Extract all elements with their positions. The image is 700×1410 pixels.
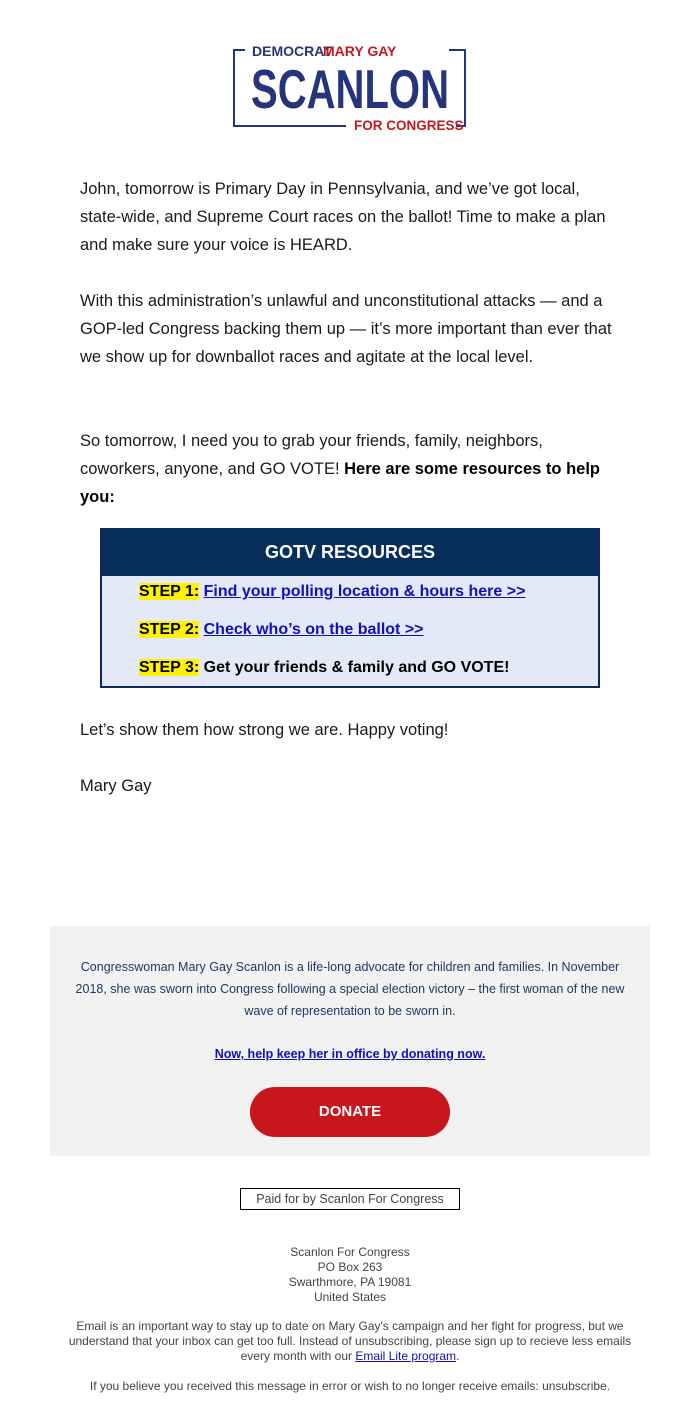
mailing-address (0, 1245, 700, 1305)
paragraph-primary-day: John, tomorrow is Primary Day in Pennsylvania, and we’ve got local, state-wide, and Supreme Court races on the ballot! Time to make a plan and make sure your voice is HEARD. (80, 180, 606, 254)
step-1 (139, 583, 525, 601)
address-line: United States (313, 1290, 387, 1304)
email-notice (60, 1319, 640, 1364)
gotv-resources-box (100, 528, 600, 688)
signature: Mary Gay (80, 777, 152, 795)
paragraph-go-vote (80, 427, 625, 511)
footer-cta (50, 1047, 650, 1061)
paragraph-administration: With this administration’s unlawful and unconstitutional attacks — and a GOP-led Congress backing them up — it’s more important than ever that we show up for downballot races and agitate at the local level. (80, 292, 612, 366)
donate-now-link[interactable]: Now, help keep her in office by donating now. (214, 1047, 486, 1061)
logo-office: FOR CONGRESS (354, 118, 464, 133)
step-3-label: STEP 3: (139, 659, 200, 676)
step-2 (139, 621, 424, 639)
go-vote-text: So tomorrow, I need you to grab your friends, family, neighbors, coworkers, anyone, and GO VOTE! (80, 432, 543, 478)
unsubscribe-notice[interactable]: If you believe you received this message in error or wish to no longer receive emails: unsubscribe. (89, 1379, 611, 1393)
footer-donate-panel (50, 926, 650, 1156)
polling-location-link[interactable]: Find your polling location & hours here >> (203, 583, 526, 600)
email-notice-text: Email is an important way to stay up to date on Mary Gay's campaign and her fight for progress, but we understand that your inbox can get too full. Instead of unsubscribing, please sign up to recieve less emails every month with our (68, 1319, 632, 1363)
step-2-label: STEP 2: (139, 621, 200, 638)
resources-intro: Here are some resources to help you: (80, 460, 600, 506)
email-lite-link[interactable]: Email Lite program (355, 1349, 457, 1363)
address-line: PO Box 263 (317, 1260, 383, 1274)
paragraph-happy-voting: Let’s show them how strong we are. Happy voting! (80, 721, 449, 739)
logo-surname: SCANLON (251, 58, 449, 120)
gotv-title: GOTV RESOURCES (102, 530, 598, 576)
email-notice-end: . (456, 1349, 460, 1363)
step-1-label: STEP 1: (139, 583, 200, 600)
footer-bio: Congresswoman Mary Gay Scanlon is a life-long advocate for children and families. In November 2018, she was sworn into Congress following a special election victory – the first woman of the new wave of representation to be sworn in. (75, 960, 625, 1018)
address-line: Swarthmore, PA 19081 (288, 1275, 412, 1289)
scanlon-logo (233, 41, 467, 133)
ballot-link[interactable]: Check who’s on the ballot >> (203, 621, 424, 638)
paid-for-disclaimer: Paid for by Scanlon For Congress (240, 1188, 460, 1210)
logo-democrat: DEMOCRAT (252, 43, 332, 59)
address-line: Scanlon For Congress (290, 1245, 410, 1259)
step-3-text: Get your friends & family and GO VOTE! (203, 659, 510, 676)
step-3 (139, 659, 509, 677)
logo-first-names: MARY GAY (323, 43, 397, 59)
donate-button[interactable]: DONATE (250, 1087, 450, 1137)
